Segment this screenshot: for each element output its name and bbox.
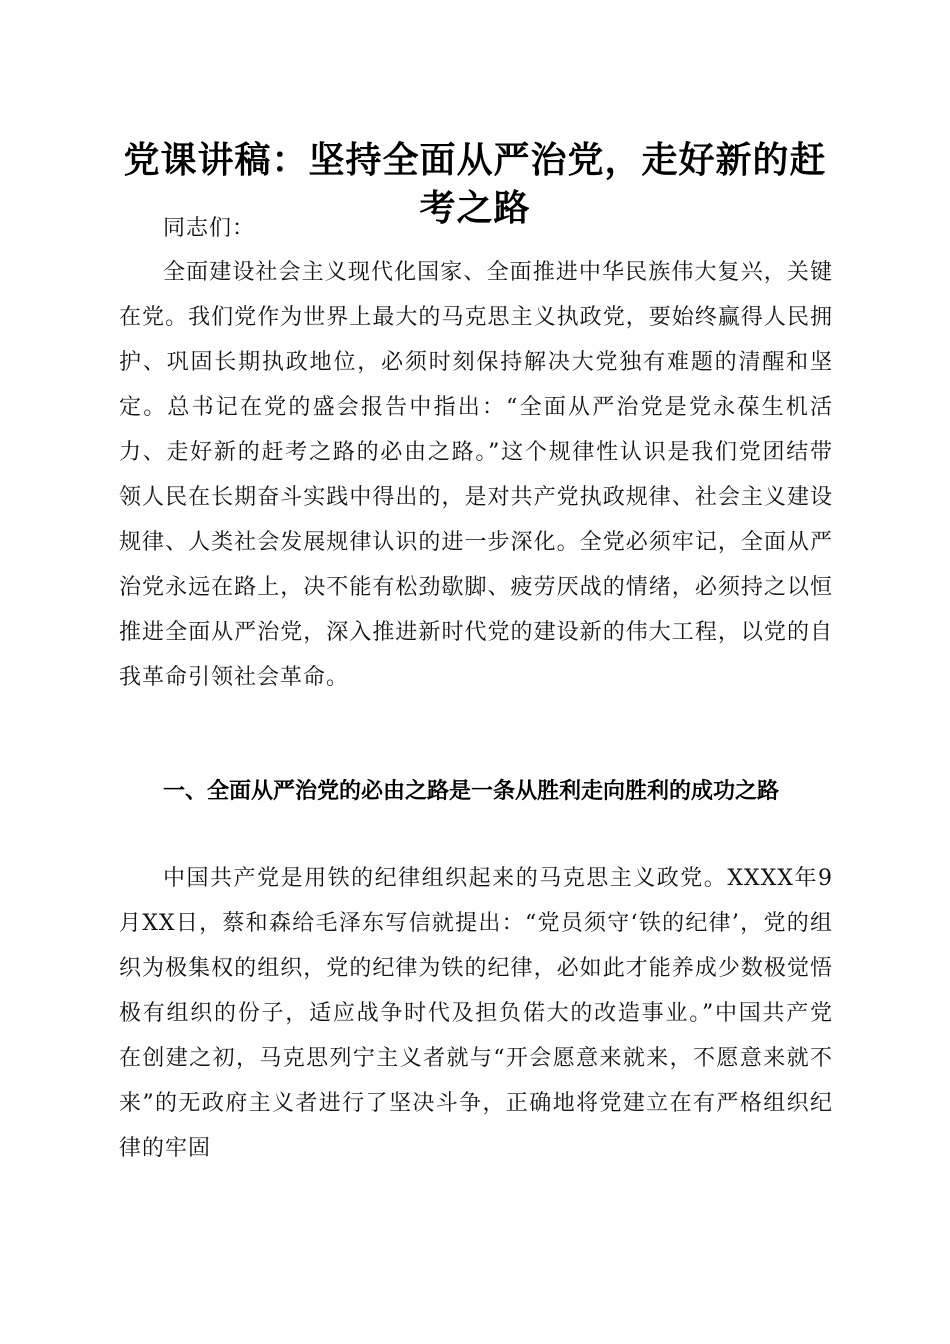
document-title: 党课讲稿：坚持全面从严治党，走好新的赶考之路 [123, 139, 827, 229]
paragraph-section-1: 中国共产党是用铁的纪律组织起来的马克思主义政党。XXXX年9月XX日，蔡和森给毛泽东写信就提出：“党员须守‘铁的纪律’，党的组织为极集权的组织，党的纪律为铁的纪律，必如此才能养成少数极觉悟极有组织的份子，适应战争时代及担负偌大的改造事业。”中国共产党在创建之初，马克思列宁主义者就与“开会愿意来就来，不愿意来就不来”的无政府主义者进行了坚决斗争，正确地将党建立在有严格组织纪律的牢固 [119, 866, 833, 1161]
greeting: 同志们： [163, 216, 256, 241]
paragraph-intro: 全面建设社会主义现代化国家、全面推进中华民族伟大复兴，关键在党。我们党作为世界上最大的马克思主义执政党，要始终赢得人民拥护、巩固长期执政地位，必须时刻保持解决大党独有难题的清醒和坚定。总书记在党的盛会报告中指出：“全面从严治党是党永葆生机活力、走好新的赶考之路的必由之路。”这个规律性认识是我们党团结带领人民在长期奋斗实践中得出的，是对共产党执政规律、社会主义建设规律、人类社会发展规律认识的进一步深化。全党必须牢记，全面从严治党永远在路上，决不能有松劲歇脚、疲劳厌战的情绪，必须持之以恒推进全面从严治党，深入推进新时代党的建设新的伟大工程，以党的自我革命引领社会革命。 [119, 260, 833, 690]
section-heading-1: 一、全面从严治党的必由之路是一条从胜利走向胜利的成功之路 [163, 779, 780, 804]
